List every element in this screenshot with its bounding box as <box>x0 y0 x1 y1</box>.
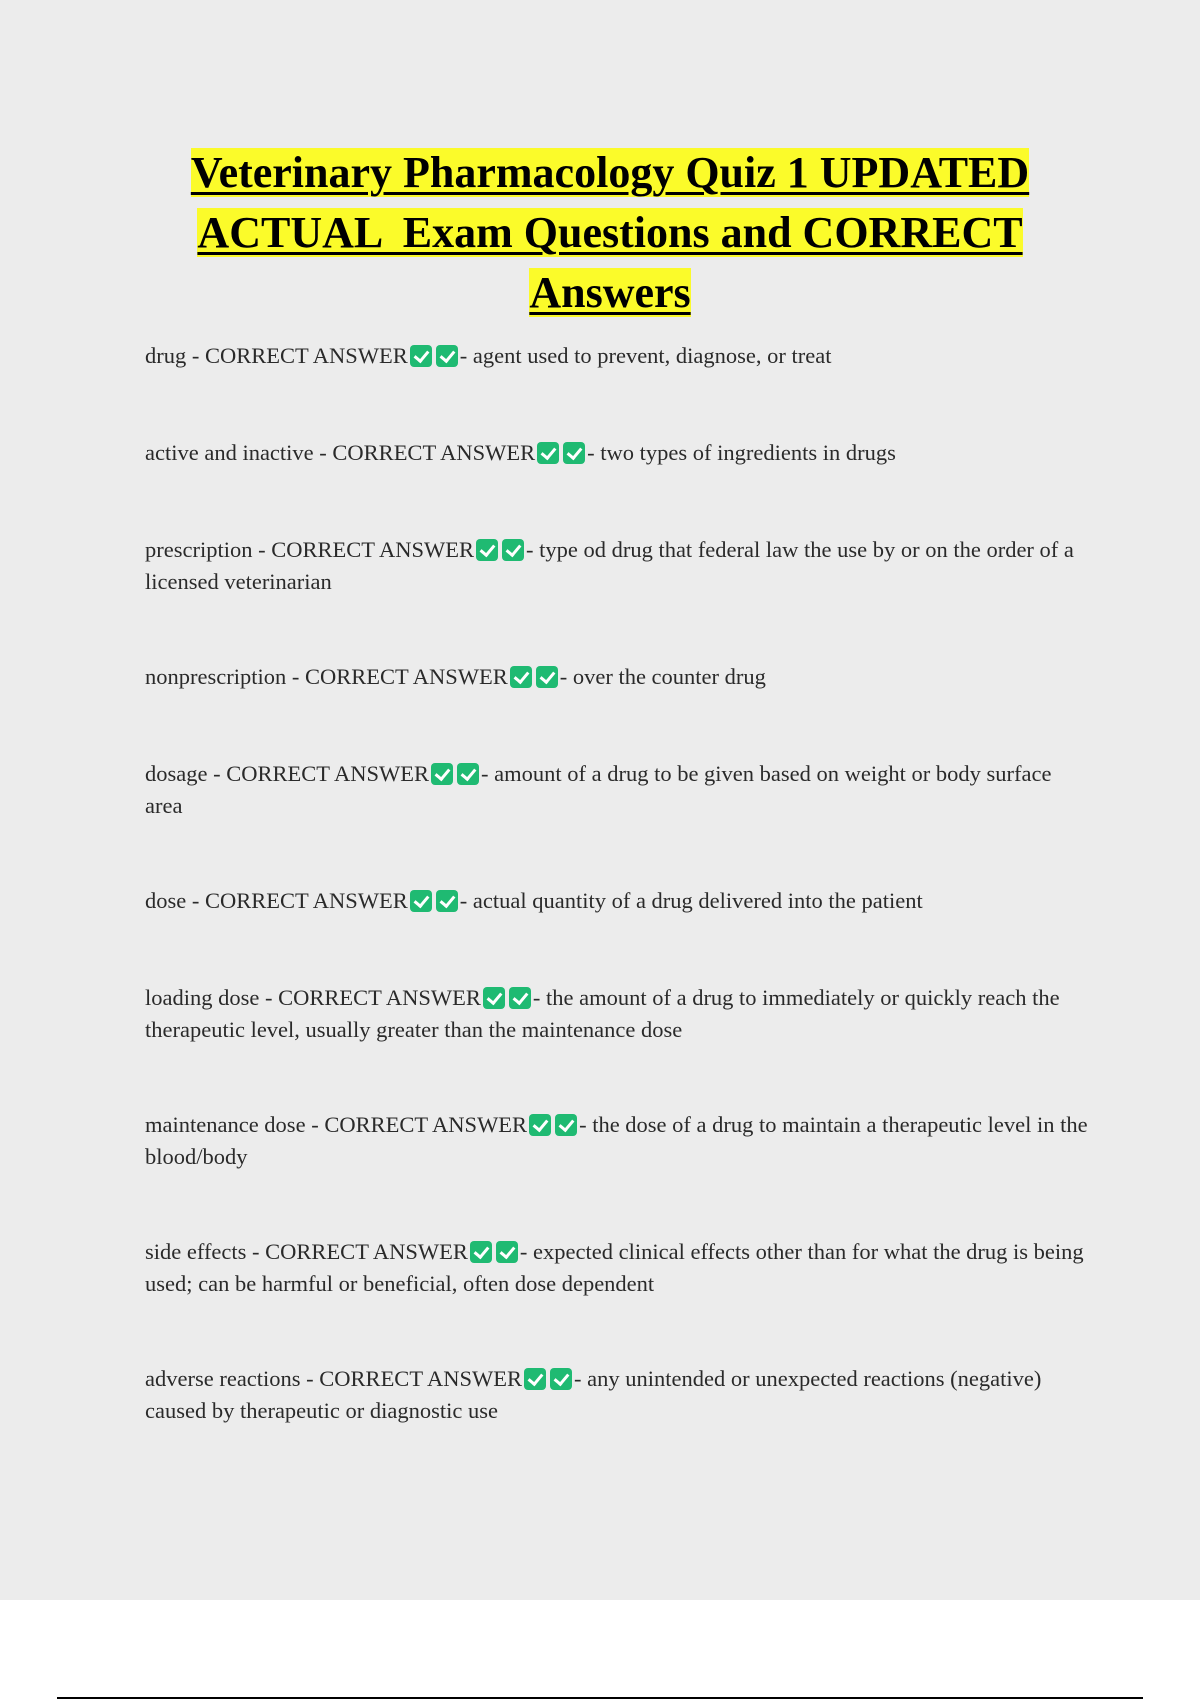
check-box-icon <box>431 763 453 785</box>
qa-term: nonprescription <box>145 664 287 689</box>
qa-definition: two types of ingredients in drugs <box>600 440 896 465</box>
qa-term: dose <box>145 888 187 913</box>
check-box-icon <box>436 890 458 912</box>
qa-definition: the amount of a drug to immediately or quickly reach the therapeutic level, usually greater than the maintenance dose <box>145 985 1060 1042</box>
check-box-icon <box>563 442 585 464</box>
qa-definition: over the counter drug <box>572 664 766 689</box>
check-box-icon <box>509 987 531 1009</box>
qa-item: prescription - CORRECT ANSWER - type od drug that federal law the use by or on the order of a licensed veterinarian <box>145 537 1074 594</box>
qa-term: adverse reactions <box>145 1366 301 1391</box>
qa-definition: the dose of a drug to maintain a therapeutic level in the blood/body <box>145 1112 1088 1169</box>
page-title <box>140 143 1080 323</box>
qa-item: dosage - CORRECT ANSWER - amount of a drug to be given based on weight or body surface area <box>145 761 1052 818</box>
qa-term: maintenance dose <box>145 1112 306 1137</box>
qa-item: side effects - CORRECT ANSWER - expected clinical effects other than for what the drug is being used; can be harmful or beneficial, often dose dependent <box>145 1239 1084 1296</box>
correct-answer-label: CORRECT ANSWER <box>324 1112 528 1137</box>
correct-answer-label: CORRECT ANSWER <box>278 985 481 1010</box>
check-box-icon <box>537 442 559 464</box>
check-box-icon <box>410 890 432 912</box>
qa-definition: amount of a drug to be given based on weight or body surface area <box>145 761 1052 818</box>
check-box-icon <box>483 987 505 1009</box>
check-box-icon <box>536 666 558 688</box>
correct-answer-label: CORRECT ANSWER <box>265 1239 468 1264</box>
title-line: Answers <box>529 268 691 317</box>
check-box-icon <box>529 1114 551 1136</box>
qa-definition: actual quantity of a drug delivered into the patient <box>472 888 923 913</box>
qa-item: maintenance dose - CORRECT ANSWER - the dose of a drug to maintain a therapeutic level in the blood/body <box>145 1112 1088 1169</box>
check-box-icon <box>555 1114 577 1136</box>
qa-item: nonprescription - CORRECT ANSWER - over the counter drug <box>145 664 766 689</box>
correct-answer-label: CORRECT ANSWER <box>304 664 508 689</box>
title-line: ACTUAL Exam Questions and CORRECT <box>197 208 1023 257</box>
qa-term: active and inactive <box>145 440 314 465</box>
correct-answer-label: CORRECT ANSWER <box>205 888 408 913</box>
qa-term: loading dose <box>145 985 260 1010</box>
qa-term: drug <box>145 343 187 368</box>
qa-item: drug - CORRECT ANSWER - agent used to prevent, diagnose, or treat <box>145 343 832 368</box>
correct-answer-label: CORRECT ANSWER <box>205 343 408 368</box>
qa-definition: agent used to prevent, diagnose, or treat <box>472 343 832 368</box>
qa-definition: type od drug that federal law the use by or on the order of a licensed veterinarian <box>145 537 1074 594</box>
check-box-icon <box>524 1368 546 1390</box>
check-box-icon <box>510 666 532 688</box>
check-box-icon <box>457 763 479 785</box>
correct-answer-label: CORRECT ANSWER <box>226 761 429 786</box>
title-line: Veterinary Pharmacology Quiz 1 UPDATED <box>190 148 1030 197</box>
correct-answer-label: CORRECT ANSWER <box>332 440 536 465</box>
check-box-icon <box>436 345 458 367</box>
qa-term: dosage <box>145 761 208 786</box>
correct-answer-label: CORRECT ANSWER <box>271 537 474 562</box>
qa-item: dose - CORRECT ANSWER - actual quantity of a drug delivered into the patient <box>145 888 923 913</box>
check-box-icon <box>496 1241 518 1263</box>
check-box-icon <box>410 345 432 367</box>
qa-definition: expected clinical effects other than for what the drug is being used; can be harmful or beneficial, often dose dependent <box>145 1239 1084 1296</box>
check-box-icon <box>550 1368 572 1390</box>
qa-definition: any unintended or unexpected reactions (negative) caused by therapeutic or diagnostic use <box>145 1366 1042 1423</box>
qa-item: loading dose - CORRECT ANSWER - the amount of a drug to immediately or quickly reach the therapeutic level, usually greater than the maintenance dose <box>145 985 1060 1042</box>
qa-item: active and inactive - CORRECT ANSWER - two types of ingredients in drugs <box>145 440 896 465</box>
check-box-icon <box>502 539 524 561</box>
footer-divider <box>57 1697 1143 1699</box>
correct-answer-label: CORRECT ANSWER <box>319 1366 523 1391</box>
qa-item: adverse reactions - CORRECT ANSWER - any unintended or unexpected reactions (negative) caused by therapeutic or diagnostic use <box>145 1366 1042 1423</box>
qa-term: side effects <box>145 1239 247 1264</box>
check-box-icon <box>476 539 498 561</box>
check-box-icon <box>470 1241 492 1263</box>
qa-term: prescription <box>145 537 253 562</box>
